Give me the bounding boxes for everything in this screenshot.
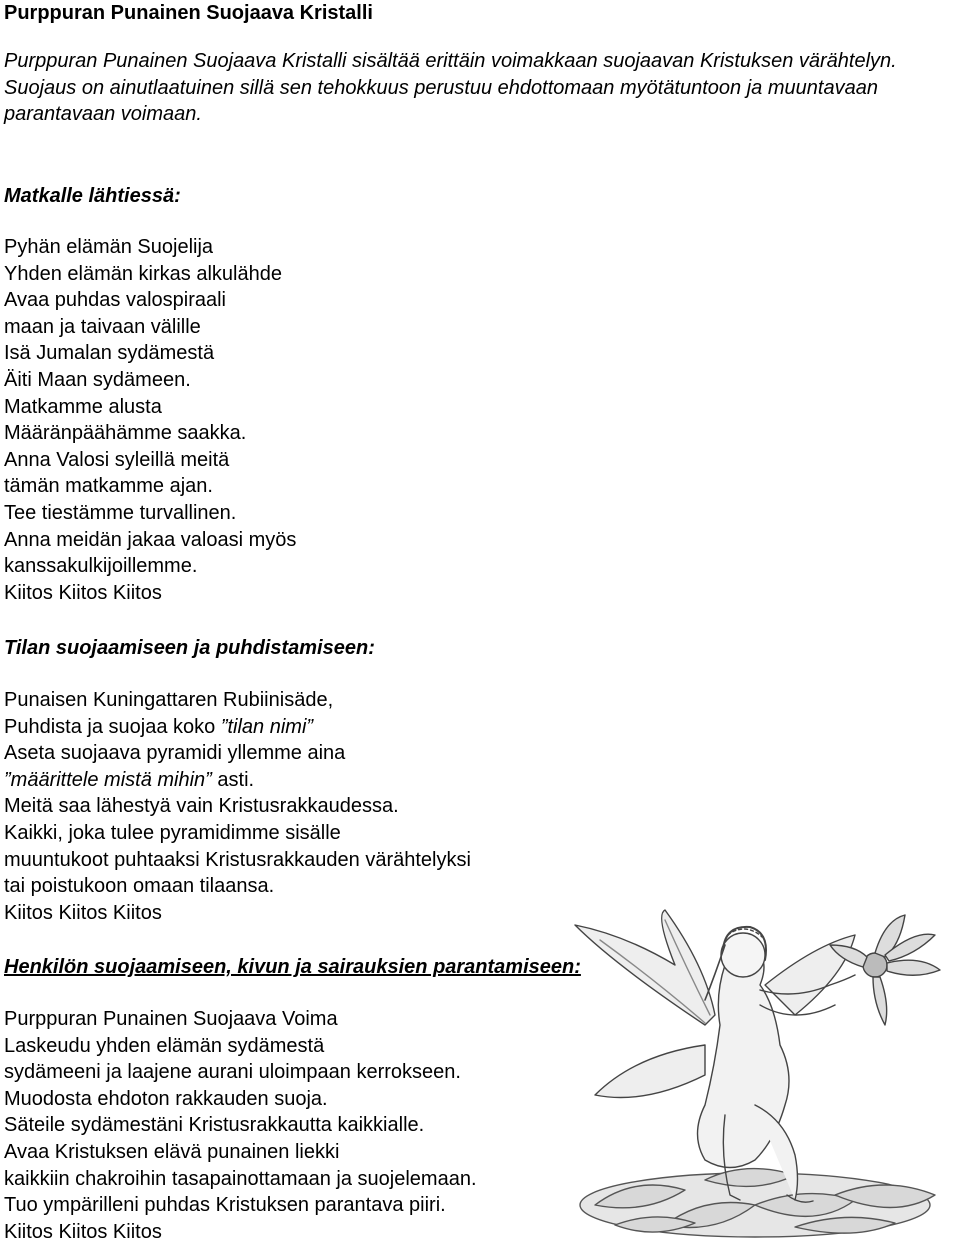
- intro-paragraph: Purppuran Punainen Suojaava Kristalli sisältää erittäin voimakkaan suojaavan Kristuksen värähtelyn. Suojaus on ainutlaatuinen sillä sen tehokkuus perustuu ehdottomaan myötätuntoon ja muuntavaan parantavaan voimaan.: [4, 50, 897, 125]
- prayer-line: Anna Valosi syleillä meitä: [4, 448, 230, 471]
- prayer-line: Avaa Kristuksen elävä punainen liekki: [4, 1140, 340, 1163]
- flower-petals: [580, 1169, 935, 1237]
- placeholder-text: ”määrittele mistä mihin”: [4, 768, 212, 791]
- prayer-line: tai poistukoon omaan tilaansa.: [4, 875, 275, 898]
- prayer-line: Kaikki, joka tulee pyramidimme sisälle: [4, 821, 341, 844]
- prayer-line: Laskeudu yhden elämän sydämestä: [4, 1034, 325, 1057]
- section-heading-space: Tilan suojaamiseen ja puhdistamiseen:: [4, 637, 375, 659]
- prayer-line: Isä Jumalan sydämestä: [4, 342, 215, 365]
- held-flower: [830, 915, 940, 1025]
- prayer-line: Määränpäähämme saakka.: [4, 422, 247, 445]
- prayer-line: Punaisen Kuningattaren Rubiinisäde,: [4, 689, 334, 711]
- prayer-line: sydämeeni ja laajene aurani uloimpaan kerrokseen.: [4, 1061, 461, 1084]
- prayer-line: Muodosta ehdoton rakkauden suoja.: [4, 1087, 328, 1110]
- prayer-line: [4, 714, 471, 741]
- prayer-line: Anna meidän jakaa valoasi myös: [4, 528, 297, 551]
- prayer-line: Meitä saa lähestyä vain Kristusrakkaudessa.: [4, 795, 399, 818]
- document-page: [4, 0, 944, 1243]
- prayer-text: asti.: [211, 768, 255, 791]
- prayer-line: Kiitos Kiitos Kiitos: [4, 901, 162, 924]
- prayer-line: Äiti Maan sydämeen.: [4, 368, 191, 391]
- prayer-text: Puhdista ja suojaa koko: [4, 715, 221, 738]
- prayer-person: [4, 1006, 477, 1245]
- fairy-on-flower-illustration: [555, 905, 955, 1245]
- prayer-line: Yhden elämän kirkas alkulähde: [4, 262, 282, 285]
- prayer-line: Kiitos Kiitos Kiitos: [4, 1220, 162, 1243]
- prayer-line: maan ja taivaan välille: [4, 315, 201, 338]
- document-title: Purppuran Punainen Suojaava Kristalli: [4, 2, 373, 24]
- prayer-line: Tuo ympärilleni puhdas Kristuksen parantava piiri.: [4, 1194, 446, 1217]
- prayer-space: [4, 687, 471, 926]
- prayer-line: muuntukoot puhtaaksi Kristusrakkauden värähtelyksi: [4, 848, 471, 871]
- prayer-line: Kiitos Kiitos Kiitos: [4, 581, 162, 604]
- prayer-line: Tee tiestämme turvallinen.: [4, 501, 237, 524]
- prayer-line: tämän matkamme ajan.: [4, 475, 213, 498]
- prayer-line: Matkamme alusta: [4, 395, 162, 418]
- placeholder-text: ”tilan nimi”: [220, 715, 314, 738]
- prayer-line: [4, 767, 471, 794]
- prayer-travel: [4, 234, 296, 606]
- section-heading-person: Henkilön suojaamiseen, kivun ja sairauksien parantamiseen:: [4, 956, 581, 978]
- prayer-line: Aseta suojaava pyramidi yllemme aina: [4, 742, 346, 765]
- section-heading-travel: Matkalle lähtiessä:: [4, 185, 181, 207]
- prayer-line: Purppuran Punainen Suojaava Voima: [4, 1008, 338, 1030]
- wing-left: [575, 910, 715, 1025]
- prayer-line: Säteile sydämestäni Kristusrakkautta kaikkialle.: [4, 1114, 425, 1137]
- prayer-line: Avaa puhdas valospiraali: [4, 289, 227, 312]
- prayer-line: kaikkiin chakroihin tasapainottamaan ja suojelemaan.: [4, 1167, 477, 1190]
- prayer-line: Pyhän elämän Suojelija: [4, 236, 214, 258]
- prayer-line: kanssakulkijoillemme.: [4, 555, 198, 578]
